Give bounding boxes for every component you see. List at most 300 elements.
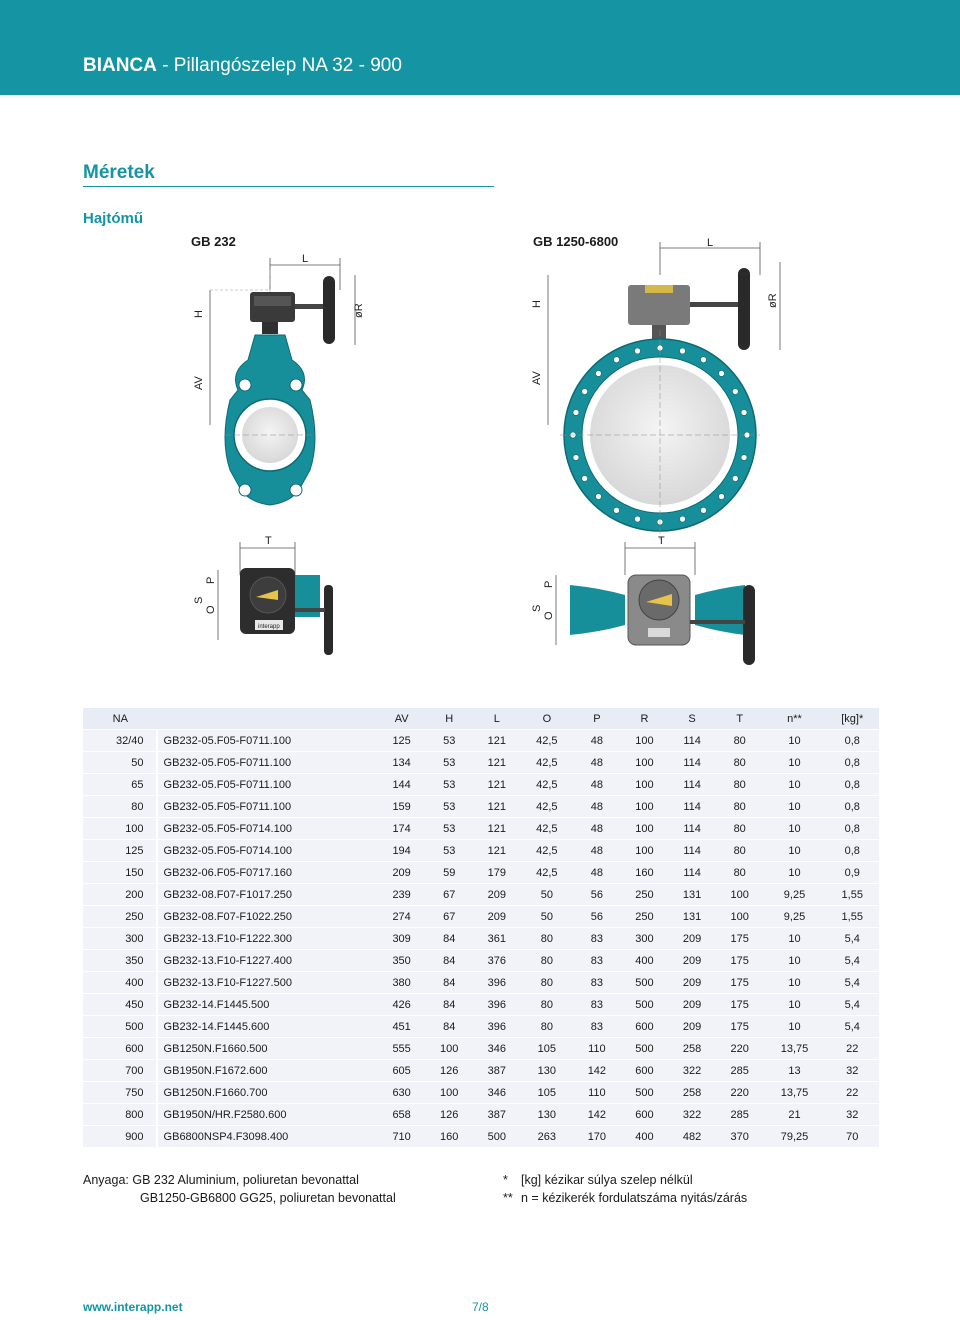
value-cell: 13 — [764, 1060, 826, 1081]
value-cell: 32 — [826, 1104, 880, 1125]
value-cell: 658 — [378, 1104, 426, 1125]
value-cell: 300 — [621, 928, 669, 949]
value-cell: 346 — [473, 1082, 521, 1103]
table-header-row — [83, 708, 879, 729]
value-cell: 53 — [425, 730, 473, 751]
value-cell: 309 — [378, 928, 426, 949]
value-cell: 10 — [764, 928, 826, 949]
value-cell: 209 — [668, 1016, 716, 1037]
value-cell: 131 — [668, 884, 716, 905]
value-cell: 239 — [378, 884, 426, 905]
header-cell: H — [425, 708, 473, 729]
value-cell: 600 — [621, 1104, 669, 1125]
value-cell: 322 — [668, 1060, 716, 1081]
value-cell: 84 — [425, 972, 473, 993]
value-cell: 50 — [521, 906, 573, 927]
material-line-1: GB 232 Aluminium, poliuretan bevonattal — [132, 1173, 359, 1187]
bolt-hole — [701, 507, 707, 513]
value-cell: 53 — [425, 818, 473, 839]
value-cell: 1,55 — [826, 884, 880, 905]
value-cell: 209 — [378, 862, 426, 883]
header-cell: P — [573, 708, 621, 729]
gearbox-code-cell: GB232-05.F05-F0714.100 — [158, 840, 378, 861]
table-row — [83, 972, 879, 993]
value-cell: 258 — [668, 1082, 716, 1103]
value-cell: 263 — [521, 1126, 573, 1147]
value-cell: 100 — [621, 774, 669, 795]
value-cell: 79,25 — [764, 1126, 826, 1147]
value-cell: 13,75 — [764, 1038, 826, 1059]
dim-av-left: AV — [193, 376, 205, 390]
dim-o-right: O — [543, 611, 555, 620]
value-cell: 142 — [573, 1060, 621, 1081]
value-cell: 126 — [425, 1104, 473, 1125]
value-cell: 209 — [668, 972, 716, 993]
value-cell: 100 — [621, 840, 669, 861]
value-cell: 0,8 — [826, 818, 880, 839]
value-cell: 22 — [826, 1038, 880, 1059]
na-cell: 400 — [83, 972, 158, 993]
bolt-hole — [614, 357, 620, 363]
value-cell: 48 — [573, 796, 621, 817]
material-line-2: GB1250-GB6800 GG25, poliuretan bevonattal — [140, 1191, 396, 1205]
left-side-view — [193, 535, 333, 655]
value-cell: 42,5 — [521, 730, 573, 751]
material-label: Anyaga: — [83, 1173, 129, 1187]
dim-o-left: O — [205, 605, 217, 614]
value-cell: 159 — [378, 796, 426, 817]
value-cell: 380 — [378, 972, 426, 993]
value-cell: 1,55 — [826, 906, 880, 927]
value-cell: 114 — [668, 818, 716, 839]
na-cell: 125 — [83, 840, 158, 861]
gearbox-code-cell: GB232-14.F1445.500 — [158, 994, 378, 1015]
bolt-hole — [741, 455, 747, 461]
value-cell: 0,9 — [826, 862, 880, 883]
value-cell: 21 — [764, 1104, 826, 1125]
value-cell: 105 — [521, 1038, 573, 1059]
value-cell: 285 — [716, 1104, 764, 1125]
value-cell: 114 — [668, 730, 716, 751]
na-cell: 80 — [83, 796, 158, 817]
value-cell: 48 — [573, 774, 621, 795]
value-cell: 125 — [378, 730, 426, 751]
value-cell: 80 — [716, 796, 764, 817]
value-cell: 80 — [521, 950, 573, 971]
value-cell: 387 — [473, 1060, 521, 1081]
value-cell: 53 — [425, 796, 473, 817]
bolt-hole — [595, 494, 601, 500]
value-cell: 110 — [573, 1082, 621, 1103]
value-cell: 56 — [573, 884, 621, 905]
value-cell: 160 — [621, 862, 669, 883]
handwheel-left — [323, 276, 335, 344]
footer-website-link[interactable]: www.interapp.net — [83, 1300, 183, 1314]
value-cell: 500 — [621, 1038, 669, 1059]
value-cell: 48 — [573, 840, 621, 861]
value-cell: 48 — [573, 752, 621, 773]
footnotes — [503, 1171, 747, 1207]
value-cell: 80 — [716, 730, 764, 751]
header-cell: S — [668, 708, 716, 729]
value-cell: 114 — [668, 840, 716, 861]
value-cell: 80 — [521, 928, 573, 949]
gearbox-code-cell: GB232-13.F10-F1227.500 — [158, 972, 378, 993]
gearbox-code-cell: GB232-08.F07-F1022.250 — [158, 906, 378, 927]
page-number: 7/8 — [472, 1300, 489, 1314]
footnote-star2: ** — [503, 1191, 513, 1205]
value-cell: 179 — [473, 862, 521, 883]
na-cell: 250 — [83, 906, 158, 927]
table-row — [83, 796, 879, 817]
value-cell: 53 — [425, 752, 473, 773]
value-cell: 0,8 — [826, 730, 880, 751]
bolt-hole — [582, 476, 588, 482]
na-cell: 150 — [83, 862, 158, 883]
value-cell: 396 — [473, 994, 521, 1015]
table-row — [83, 1016, 879, 1037]
bolt-hole — [634, 348, 640, 354]
dim-h-left: H — [193, 310, 205, 318]
gearbox-code-cell: GB232-08.F07-F1017.250 — [158, 884, 378, 905]
value-cell: 83 — [573, 928, 621, 949]
table-row — [83, 818, 879, 839]
value-cell: 126 — [425, 1060, 473, 1081]
value-cell: 121 — [473, 730, 521, 751]
na-cell: 200 — [83, 884, 158, 905]
footnote-turns: n = kézikerék fordulatszáma nyitás/zárás — [521, 1191, 748, 1205]
gearbox-code-cell: GB1250N.F1660.700 — [158, 1082, 378, 1103]
value-cell: 10 — [764, 972, 826, 993]
dim-l-right: L — [707, 237, 714, 249]
value-cell: 370 — [716, 1126, 764, 1147]
value-cell: 131 — [668, 906, 716, 927]
right-model-label: GB 1250-6800 — [533, 234, 619, 249]
value-cell: 83 — [573, 1016, 621, 1037]
table-row — [83, 1104, 879, 1125]
dim-p-right: P — [543, 580, 555, 588]
na-cell: 350 — [83, 950, 158, 971]
value-cell: 5,4 — [826, 950, 880, 971]
right-side-view — [531, 535, 755, 665]
value-cell: 32 — [826, 1060, 880, 1081]
value-cell: 174 — [378, 818, 426, 839]
gearbox-code-cell: GB232-05.F05-F0711.100 — [158, 730, 378, 751]
value-cell: 42,5 — [521, 796, 573, 817]
value-cell: 5,4 — [826, 972, 880, 993]
value-cell: 9,25 — [764, 884, 826, 905]
table-row — [83, 906, 879, 927]
bolt-hole — [719, 494, 725, 500]
gearbox-code-cell: GB1250N.F1660.500 — [158, 1038, 378, 1059]
na-cell: 300 — [83, 928, 158, 949]
left-front-view — [193, 253, 365, 505]
value-cell: 80 — [716, 840, 764, 861]
value-cell: 361 — [473, 928, 521, 949]
value-cell: 83 — [573, 972, 621, 993]
value-cell: 346 — [473, 1038, 521, 1059]
dim-t-right: T — [658, 535, 665, 547]
bolt-hole — [741, 409, 747, 415]
value-cell: 175 — [716, 994, 764, 1015]
value-cell: 110 — [573, 1038, 621, 1059]
bolt-hole — [634, 516, 640, 522]
value-cell: 10 — [764, 840, 826, 861]
gearbox-code-cell: GB232-13.F10-F1222.300 — [158, 928, 378, 949]
value-cell: 100 — [716, 884, 764, 905]
value-cell: 555 — [378, 1038, 426, 1059]
gearbox-code-cell: GB232-05.F05-F0711.100 — [158, 796, 378, 817]
value-cell: 500 — [621, 1082, 669, 1103]
value-cell: 0,8 — [826, 796, 880, 817]
value-cell: 10 — [764, 730, 826, 751]
value-cell: 100 — [425, 1082, 473, 1103]
value-cell: 10 — [764, 950, 826, 971]
value-cell: 114 — [668, 752, 716, 773]
value-cell: 400 — [621, 1126, 669, 1147]
value-cell: 83 — [573, 950, 621, 971]
value-cell: 42,5 — [521, 840, 573, 861]
value-cell: 84 — [425, 950, 473, 971]
bolt-hole — [680, 348, 686, 354]
value-cell: 220 — [716, 1038, 764, 1059]
bolt-hole — [732, 476, 738, 482]
value-cell: 175 — [716, 1016, 764, 1037]
na-cell: 600 — [83, 1038, 158, 1059]
value-cell: 209 — [473, 906, 521, 927]
gearbox-code-cell: GB232-06.F05-F0717.160 — [158, 862, 378, 883]
dim-r-right: øR — [767, 293, 779, 308]
value-cell: 10 — [764, 752, 826, 773]
value-cell: 144 — [378, 774, 426, 795]
value-cell: 9,25 — [764, 906, 826, 927]
gearbox-code-cell: GB232-05.F05-F0711.100 — [158, 752, 378, 773]
header-cell: L — [473, 708, 521, 729]
value-cell: 285 — [716, 1060, 764, 1081]
gearbox-code-cell: GB6800NSP4.F3098.400 — [158, 1126, 378, 1147]
na-cell: 750 — [83, 1082, 158, 1103]
value-cell: 80 — [521, 994, 573, 1015]
footnote-star1: * — [503, 1173, 508, 1187]
value-cell: 42,5 — [521, 862, 573, 883]
header-cell: T — [716, 708, 764, 729]
value-cell: 84 — [425, 928, 473, 949]
value-cell: 10 — [764, 994, 826, 1015]
value-cell: 100 — [621, 818, 669, 839]
plate-left: interapp — [258, 624, 280, 630]
value-cell: 114 — [668, 774, 716, 795]
value-cell: 80 — [716, 752, 764, 773]
value-cell: 0,8 — [826, 840, 880, 861]
table-row — [83, 1126, 879, 1147]
gearbox-code-cell: GB1950N/HR.F2580.600 — [158, 1104, 378, 1125]
na-cell: 50 — [83, 752, 158, 773]
gearbox-code-cell: GB232-05.F05-F0714.100 — [158, 818, 378, 839]
header-cell — [158, 708, 378, 729]
na-cell: 800 — [83, 1104, 158, 1125]
value-cell: 142 — [573, 1104, 621, 1125]
title-text: - Pillangószelep NA 32 - 900 — [156, 55, 402, 76]
value-cell: 500 — [473, 1126, 521, 1147]
table-row — [83, 884, 879, 905]
value-cell: 121 — [473, 774, 521, 795]
value-cell: 209 — [473, 884, 521, 905]
dim-t-left: T — [265, 535, 272, 547]
table-row — [83, 950, 879, 971]
value-cell: 59 — [425, 862, 473, 883]
value-cell: 258 — [668, 1038, 716, 1059]
na-cell: 65 — [83, 774, 158, 795]
dim-s-left: S — [193, 596, 205, 604]
value-cell: 100 — [716, 906, 764, 927]
value-cell: 710 — [378, 1126, 426, 1147]
bolt-hole — [582, 389, 588, 395]
value-cell: 105 — [521, 1082, 573, 1103]
value-cell: 100 — [621, 796, 669, 817]
value-cell: 396 — [473, 972, 521, 993]
value-cell: 605 — [378, 1060, 426, 1081]
value-cell: 56 — [573, 906, 621, 927]
value-cell: 175 — [716, 972, 764, 993]
value-cell: 396 — [473, 1016, 521, 1037]
value-cell: 400 — [621, 950, 669, 971]
value-cell: 175 — [716, 950, 764, 971]
table-row — [83, 752, 879, 773]
gearbox-code-cell: GB232-13.F10-F1227.400 — [158, 950, 378, 971]
value-cell: 209 — [668, 928, 716, 949]
handwheel-right — [738, 268, 750, 350]
value-cell: 250 — [621, 884, 669, 905]
value-cell: 134 — [378, 752, 426, 773]
bolt-hole — [701, 357, 707, 363]
na-cell: 32/40 — [83, 730, 158, 751]
value-cell: 100 — [425, 1038, 473, 1059]
right-front-view — [531, 237, 780, 540]
table-row — [83, 1038, 879, 1059]
header-cell: n** — [764, 708, 826, 729]
value-cell: 482 — [668, 1126, 716, 1147]
value-cell: 600 — [621, 1060, 669, 1081]
bolt-hole — [573, 409, 579, 415]
value-cell: 250 — [621, 906, 669, 927]
table-row — [83, 928, 879, 949]
value-cell: 10 — [764, 862, 826, 883]
gearbox-code-cell: GB1950N.F1672.600 — [158, 1060, 378, 1081]
value-cell: 5,4 — [826, 928, 880, 949]
value-cell: 48 — [573, 818, 621, 839]
value-cell: 5,4 — [826, 994, 880, 1015]
value-cell: 100 — [621, 752, 669, 773]
value-cell: 387 — [473, 1104, 521, 1125]
value-cell: 53 — [425, 840, 473, 861]
header-cell: [kg]* — [826, 708, 880, 729]
bolt-hole — [614, 507, 620, 513]
footnote-weight: [kg] kézikar súlya szelep nélkül — [521, 1173, 693, 1187]
value-cell: 220 — [716, 1082, 764, 1103]
bolt-hole — [573, 455, 579, 461]
dim-s-right: S — [531, 604, 543, 612]
value-cell: 350 — [378, 950, 426, 971]
table-row — [83, 1060, 879, 1081]
value-cell: 42,5 — [521, 774, 573, 795]
value-cell: 10 — [764, 1016, 826, 1037]
bolt-hole — [595, 370, 601, 376]
value-cell: 500 — [621, 972, 669, 993]
value-cell: 42,5 — [521, 752, 573, 773]
value-cell: 121 — [473, 752, 521, 773]
value-cell: 376 — [473, 950, 521, 971]
value-cell: 5,4 — [826, 1016, 880, 1037]
table-row — [83, 1082, 879, 1103]
bolt-hole — [680, 516, 686, 522]
value-cell: 80 — [716, 774, 764, 795]
value-cell: 600 — [621, 1016, 669, 1037]
na-cell: 700 — [83, 1060, 158, 1081]
value-cell: 194 — [378, 840, 426, 861]
value-cell: 70 — [826, 1126, 880, 1147]
gearbox-code-cell: GB232-14.F1445.600 — [158, 1016, 378, 1037]
gearbox-code-cell: GB232-05.F05-F0711.100 — [158, 774, 378, 795]
brand-name: BIANCA — [83, 55, 157, 76]
value-cell: 175 — [716, 928, 764, 949]
value-cell: 42,5 — [521, 818, 573, 839]
value-cell: 274 — [378, 906, 426, 927]
na-cell: 900 — [83, 1126, 158, 1147]
value-cell: 121 — [473, 818, 521, 839]
dim-av-right: AV — [531, 371, 543, 385]
value-cell: 426 — [378, 994, 426, 1015]
value-cell: 22 — [826, 1082, 880, 1103]
value-cell: 13,75 — [764, 1082, 826, 1103]
value-cell: 130 — [521, 1060, 573, 1081]
dim-r-left: øR — [353, 303, 365, 318]
value-cell: 83 — [573, 994, 621, 1015]
na-cell: 500 — [83, 1016, 158, 1037]
header-cell: AV — [378, 708, 426, 729]
value-cell: 67 — [425, 884, 473, 905]
value-cell: 50 — [521, 884, 573, 905]
value-cell: 10 — [764, 818, 826, 839]
value-cell: 121 — [473, 840, 521, 861]
value-cell: 0,8 — [826, 752, 880, 773]
value-cell: 209 — [668, 950, 716, 971]
value-cell: 322 — [668, 1104, 716, 1125]
header-cell: R — [621, 708, 669, 729]
value-cell: 100 — [621, 730, 669, 751]
value-cell: 53 — [425, 774, 473, 795]
dimension-table — [83, 707, 879, 1148]
value-cell: 84 — [425, 1016, 473, 1037]
table-body — [83, 730, 879, 1147]
value-cell: 48 — [573, 730, 621, 751]
table-row — [83, 774, 879, 795]
na-cell: 450 — [83, 994, 158, 1015]
value-cell: 48 — [573, 862, 621, 883]
table-row — [83, 730, 879, 751]
value-cell: 114 — [668, 796, 716, 817]
value-cell: 114 — [668, 862, 716, 883]
table-row — [83, 862, 879, 883]
bolt-hole — [719, 370, 725, 376]
dim-p-left: P — [205, 576, 217, 584]
value-cell: 451 — [378, 1016, 426, 1037]
left-model-label: GB 232 — [191, 234, 236, 249]
value-cell: 500 — [621, 994, 669, 1015]
value-cell: 67 — [425, 906, 473, 927]
value-cell: 80 — [521, 1016, 573, 1037]
value-cell: 80 — [521, 972, 573, 993]
header-cell: NA — [83, 708, 158, 729]
